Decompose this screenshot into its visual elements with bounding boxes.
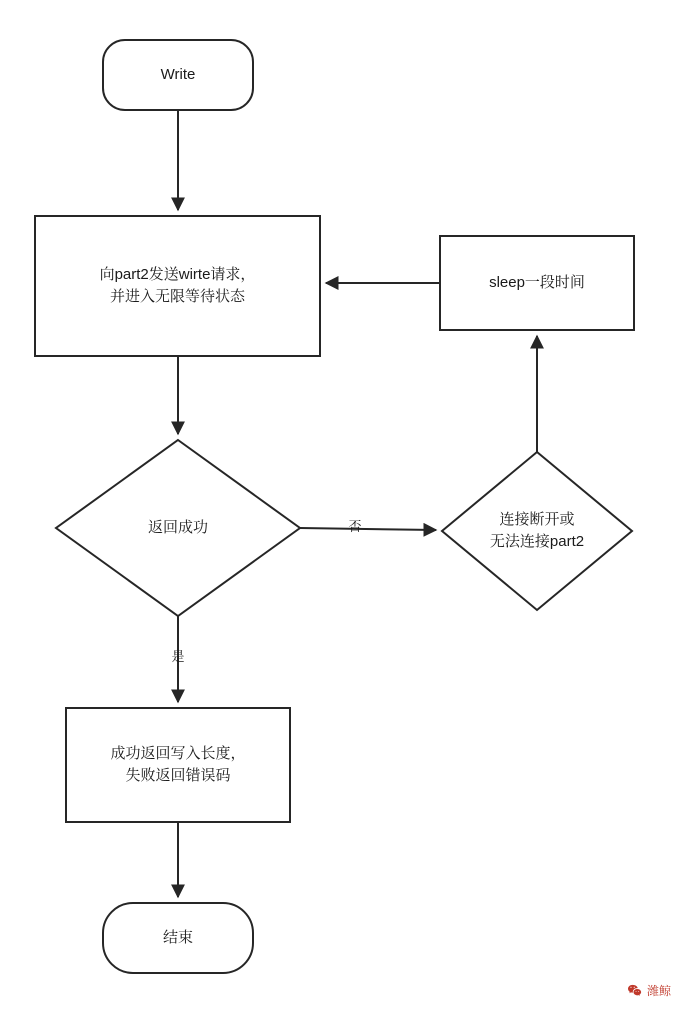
node-sleep-shape (440, 236, 634, 330)
watermark-text: 潍鲸 (646, 984, 671, 998)
edge-label-yes: 是 (171, 649, 185, 664)
wechat-icon (627, 983, 642, 998)
node-end-label: 结束 (162, 928, 193, 946)
node-result-shape (66, 708, 290, 822)
node-start-shape (103, 40, 253, 110)
node-send-label: 向part2发送wirte请求， 并进入无限等待状态 (99, 265, 256, 305)
node-broken-shape (442, 452, 632, 610)
edge-label-no: 否 (348, 519, 362, 534)
node-sleep-label: sleep一段时间 (489, 273, 585, 291)
node-send-shape (35, 216, 320, 356)
node-end-shape (103, 903, 253, 973)
node-result-label: 成功返回写入长度， 失败返回错误码 (110, 744, 246, 784)
watermark (627, 982, 671, 999)
node-ok-label: 返回成功 (147, 518, 208, 536)
node-ok-shape (56, 440, 300, 616)
node-start-label: Write (160, 65, 196, 83)
node-broken-label: 连接断开或 无法连接part2 (489, 510, 585, 550)
